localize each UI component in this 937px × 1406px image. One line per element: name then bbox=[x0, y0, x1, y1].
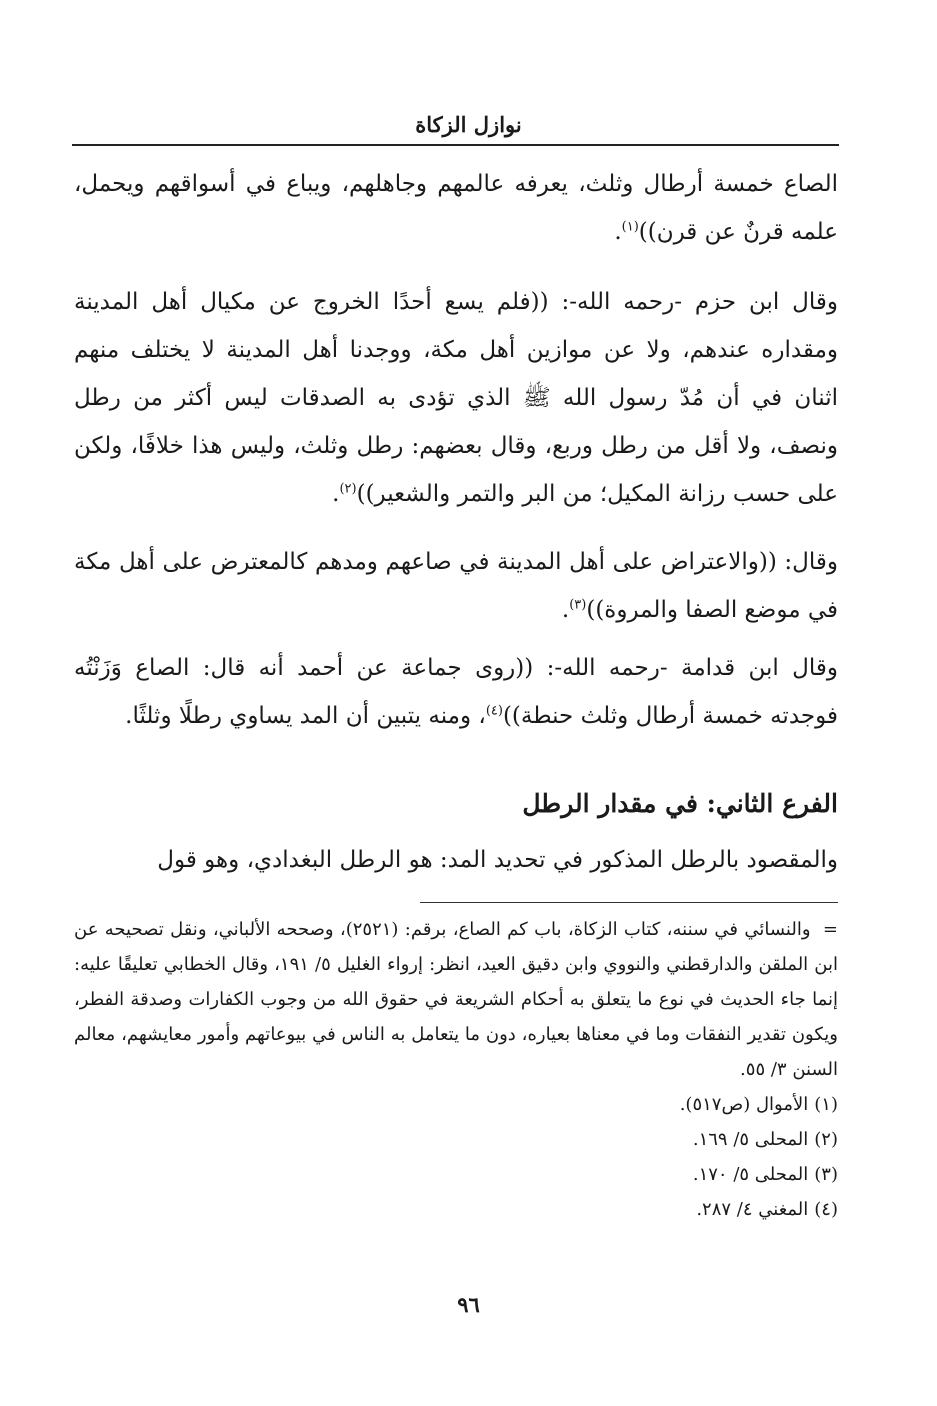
continuation-text: والنسائي في سننه، كتاب الزكاة، باب كم الصاع، برقم: (٢٥٢١)، وصححه الألباني، ونقل تصحيحه عن ابن الملقن والدارقطني والنووي وابن دقيق العيد، انظر: إرواء الغليل ٥/ ١٩١، وقال الخطابي تعليقًا عليه: إنما جاء الحديث في نوع ما يتعلق به أحكام الشريعة في حقوق الله من وجوب الكفارات وصدقة الفطر، ويكون تقدير النفقات وما في معناها بعياره، دون ما يتعامل به الناس في بيوعاتهم وأمور معايشهم، معالم السنن ٣/ ٥٥. bbox=[74, 919, 838, 1080]
footnote-number: (٣) bbox=[814, 1164, 838, 1185]
paragraph-4 bbox=[74, 644, 838, 740]
footnote-text: المحلى ٥/ ١٧٠. bbox=[692, 1164, 809, 1185]
running-head: نوازل الزكاة bbox=[415, 112, 522, 137]
footnote-ref-3[interactable]: (٣) bbox=[569, 597, 587, 613]
continuation-marker: = bbox=[822, 919, 838, 940]
paragraph-4-end: ، ومنه يتبين أن المد يساوي رطلًا وثلثًا. bbox=[125, 703, 486, 729]
paragraph-5-text: والمقصود بالرطل المذكور في تحديد المد: هو الرطل البغدادي، وهو قول bbox=[157, 847, 838, 873]
footnote-text: المغني ٤/ ٢٨٧. bbox=[696, 1199, 809, 1220]
footnotes bbox=[74, 912, 838, 1227]
paragraph-3-end: . bbox=[561, 597, 570, 623]
paragraph-2-end: . bbox=[332, 481, 340, 507]
footnote-separator bbox=[420, 902, 838, 903]
paragraph-3 bbox=[74, 538, 838, 634]
footnote-ref-1[interactable]: (١) bbox=[621, 219, 639, 235]
footnote-item bbox=[74, 1192, 838, 1227]
footnote-number: (١) bbox=[814, 1094, 838, 1115]
header-rule bbox=[72, 144, 839, 146]
footnote-ref-2[interactable]: (٢) bbox=[339, 481, 357, 497]
paragraph-2 bbox=[74, 278, 838, 518]
footnote-text: الأموال (ص٥١٧). bbox=[679, 1094, 809, 1115]
paragraph-1-text: الصاع خمسة أرطال وثلث، يعرفه عالمهم وجاهلهم، ويباع في أسواقهم ويحمل، علمه قرنٌ عن قرن)) bbox=[74, 171, 838, 245]
paragraph-4-text: وقال ابن قدامة -رحمه الله-: ((روى جماعة عن أحمد أنه قال: الصاع وَزَنْتُه فوجدته خمسة أرطال وثلث حنطة)) bbox=[74, 655, 838, 729]
paragraph-5 bbox=[74, 836, 838, 884]
footnote-text: المحلى ٥/ ١٦٩. bbox=[692, 1129, 809, 1150]
paragraph-2-text: وقال ابن حزم -رحمه الله-: ((فلم يسع أحدًا الخروج عن مكيال أهل المدينة ومقداره عندهم، ولا عن موازين أهل مكة، ووجدنا أهل المدينة لا يختلف منهم اثنان في أن مُدّ رسول الله ﷺ الذي تؤدى به الصدقات ليس أكثر من رطل ونصف، ولا أقل من رطل وربع، وقال بعضهم: رطل وثلث، وليس هذا خلافًا، ولكن على حسب رزانة المكيل؛ من البر والتمر والشعير)) bbox=[74, 289, 838, 507]
footnote-number: (٤) bbox=[814, 1199, 838, 1220]
footnote-item bbox=[74, 1122, 838, 1157]
footnote-number: (٢) bbox=[814, 1129, 838, 1150]
paragraph-3-text: وقال: ((والاعتراض على أهل المدينة في صاعهم ومدهم كالمعترض على أهل مكة في موضع الصفا والمروة)) bbox=[74, 549, 838, 623]
section-heading: الفرع الثاني: في مقدار الرطل bbox=[522, 789, 838, 818]
page-number: ٩٦ bbox=[457, 1292, 480, 1317]
footnote-item bbox=[74, 1157, 838, 1192]
footnote-continuation bbox=[74, 912, 838, 1087]
paragraph-1 bbox=[74, 160, 838, 256]
paragraph-1-end: . bbox=[614, 219, 622, 245]
footnote-ref-4[interactable]: (٤) bbox=[485, 703, 503, 719]
footnote-item bbox=[74, 1087, 838, 1122]
